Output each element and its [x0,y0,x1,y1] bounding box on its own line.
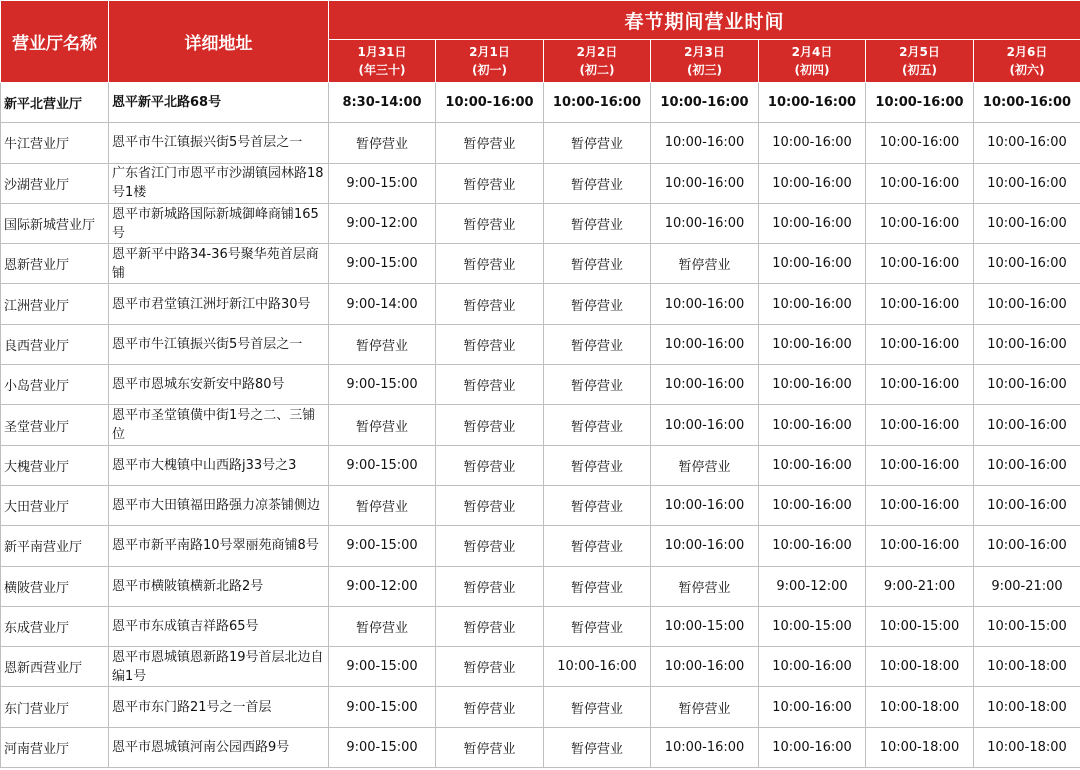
hours-cell: 10:00-16:00 [759,365,866,405]
hours-cell: 暂停营业 [329,485,436,525]
hours-cell: 10:00-16:00 [866,83,974,123]
header-day [544,40,651,83]
hours-cell: 暂停营业 [544,365,651,405]
hours-cell: 10:00-18:00 [866,687,974,727]
hours-cell: 9:00-15:00 [329,687,436,727]
hours-cell: 10:00-16:00 [866,244,974,284]
hours-cell: 10:00-16:00 [759,445,866,485]
store-name-cell: 大槐营业厅 [1,445,109,485]
hours-cell: 10:00-16:00 [759,405,866,445]
hours-cell: 暂停营业 [436,526,544,566]
header-day-date: 2月5日 [899,45,940,59]
address-text: 恩平市恩城东安新安中路80号 [112,377,285,393]
hours-cell: 暂停营业 [436,123,544,163]
hours-cell: 暂停营业 [436,727,544,767]
hours-cell: 9:00-15:00 [329,647,436,687]
hours-cell: 10:00-18:00 [866,727,974,767]
header-day-lunar: (初五) [902,63,937,77]
store-name-cell: 东成营业厅 [1,606,109,646]
table-row [1,284,1080,324]
hours-cell: 10:00-16:00 [651,405,759,445]
hours-cell: 暂停营业 [436,687,544,727]
hours-cell: 暂停营业 [329,123,436,163]
hours-cell: 9:00-15:00 [329,526,436,566]
hours-cell: 10:00-16:00 [866,163,974,203]
hours-cell: 10:00-16:00 [759,485,866,525]
hours-cell: 10:00-16:00 [759,324,866,364]
hours-cell: 10:00-16:00 [974,324,1080,364]
table-row [1,83,1080,123]
address-text: 恩平市圣堂镇僙中街1号之二、三铺位 [112,408,316,443]
hours-cell: 10:00-16:00 [759,526,866,566]
hours-cell: 暂停营业 [651,244,759,284]
header-day-date: 1月31日 [357,45,407,59]
header-day-lunar: (年三十) [358,63,406,77]
hours-cell: 10:00-16:00 [866,485,974,525]
hours-cell: 10:00-16:00 [974,163,1080,203]
address-text: 恩平新平中路34-36号聚华苑首层商铺 [112,246,319,281]
hours-cell: 9:00-12:00 [329,566,436,606]
hours-cell: 10:00-16:00 [651,526,759,566]
address-text: 恩平市君堂镇江洲圩新江中路30号 [112,296,311,312]
store-name-cell: 横陂营业厅 [1,566,109,606]
header-day-lunar: (初一) [472,63,507,77]
hours-cell: 10:00-18:00 [974,687,1080,727]
hours-cell: 10:00-16:00 [436,83,544,123]
store-name-cell: 圣堂营业厅 [1,405,109,445]
header-day-lunar: (初四) [794,63,830,77]
table-row [1,526,1080,566]
header-day-lunar: (初三) [687,63,722,77]
table-row [1,365,1080,405]
hours-cell: 暂停营业 [329,405,436,445]
store-name-cell: 沙湖营业厅 [1,163,109,203]
hours-cell: 10:00-16:00 [866,405,974,445]
address-cell [109,324,329,364]
hours-cell: 暂停营业 [329,606,436,646]
hours-cell: 暂停营业 [436,606,544,646]
hours-cell: 暂停营业 [544,445,651,485]
store-name-cell: 小岛营业厅 [1,365,109,405]
hours-cell: 10:00-16:00 [974,526,1080,566]
hours-cell: 9:00-15:00 [329,445,436,485]
hours-cell: 暂停营业 [436,203,544,243]
store-name-cell: 新平南营业厅 [1,526,109,566]
address-cell [109,566,329,606]
address-text: 恩平市横陂镇横新北路2号 [112,578,264,594]
hours-cell: 10:00-16:00 [974,445,1080,485]
hours-cell: 10:00-16:00 [759,203,866,243]
address-cell [109,203,329,243]
store-name-cell: 河南营业厅 [1,727,109,767]
hours-cell: 10:00-16:00 [759,244,866,284]
header-day-date: 2月3日 [684,45,725,59]
hours-cell: 10:00-16:00 [651,284,759,324]
address-text: 恩平市大槐镇中山西路j33号之3 [112,457,297,473]
hours-cell: 暂停营业 [436,244,544,284]
hours-cell: 10:00-16:00 [759,163,866,203]
hours-cell: 9:00-15:00 [329,727,436,767]
hours-cell: 9:00-21:00 [974,566,1080,606]
header-store-name: 营业厅名称 [1,1,109,83]
hours-cell: 10:00-16:00 [866,365,974,405]
hours-cell: 10:00-16:00 [974,203,1080,243]
header-day-date: 2月4日 [791,45,833,59]
hours-cell: 暂停营业 [544,687,651,727]
hours-cell: 10:00-16:00 [974,284,1080,324]
address-cell [109,244,329,284]
store-name-cell: 国际新城营业厅 [1,203,109,243]
table-row [1,203,1080,243]
address-cell [109,83,329,123]
hours-cell: 9:00-12:00 [759,566,866,606]
hours-cell: 10:00-16:00 [651,365,759,405]
hours-cell: 暂停营业 [544,727,651,767]
hours-cell: 暂停营业 [544,606,651,646]
table-row [1,606,1080,646]
hours-cell: 10:00-16:00 [974,405,1080,445]
address-text: 广东省江门市恩平市沙湖镇园林路18号1楼 [112,166,324,201]
address-text: 恩平市新城路国际新城御峰商铺165号 [112,206,319,241]
hours-cell: 10:00-16:00 [651,727,759,767]
header-address: 详细地址 [109,1,329,83]
address-cell [109,445,329,485]
store-name-cell: 良西营业厅 [1,324,109,364]
hours-cell: 暂停营业 [436,405,544,445]
hours-cell: 10:00-16:00 [974,485,1080,525]
address-text: 恩平市牛江镇振兴街5号首层之一 [112,135,303,151]
address-text: 恩平市新平南路10号翠丽苑商铺8号 [112,538,319,554]
hours-cell: 暂停营业 [544,405,651,445]
hours-cell: 10:00-16:00 [651,163,759,203]
address-cell [109,687,329,727]
hours-cell: 暂停营业 [544,203,651,243]
header-day [866,40,974,83]
hours-cell: 暂停营业 [544,526,651,566]
hours-cell: 10:00-16:00 [866,324,974,364]
table-row [1,727,1080,767]
hours-cell: 暂停营业 [436,445,544,485]
hours-cell: 10:00-16:00 [651,647,759,687]
hours-cell: 10:00-16:00 [974,244,1080,284]
hours-cell: 暂停营业 [544,485,651,525]
hours-cell: 9:00-21:00 [866,566,974,606]
hours-cell: 9:00-12:00 [329,203,436,243]
address-text: 恩平市牛江镇振兴街5号首层之一 [112,336,303,352]
address-text: 恩平新平北路68号 [112,95,222,111]
hours-cell: 10:00-15:00 [651,606,759,646]
hours-cell: 10:00-15:00 [866,606,974,646]
hours-cell: 10:00-16:00 [866,445,974,485]
address-cell [109,284,329,324]
hours-cell: 10:00-16:00 [651,123,759,163]
hours-cell: 9:00-15:00 [329,365,436,405]
table-row [1,647,1080,687]
hours-cell: 暂停营业 [436,566,544,606]
hours-cell: 9:00-15:00 [329,163,436,203]
hours-cell: 10:00-18:00 [974,727,1080,767]
hours-cell: 暂停营业 [436,485,544,525]
header-day-lunar: (初二) [579,63,615,77]
hours-cell: 暂停营业 [544,163,651,203]
address-cell [109,526,329,566]
hours-cell: 暂停营业 [436,324,544,364]
hours-cell: 9:00-15:00 [329,244,436,284]
address-cell [109,606,329,646]
hours-cell: 暂停营业 [544,324,651,364]
hours-cell: 暂停营业 [436,284,544,324]
address-cell [109,123,329,163]
address-cell [109,647,329,687]
address-text: 恩平市东门路21号之一首层 [112,699,272,715]
hours-cell: 暂停营业 [436,365,544,405]
header-spring-festival-hours: 春节期间营业时间 [329,1,1080,40]
header-day-date: 2月6日 [1006,45,1048,59]
hours-cell: 10:00-16:00 [544,83,651,123]
hours-cell: 10:00-15:00 [759,606,866,646]
table-row [1,566,1080,606]
address-cell [109,727,329,767]
hours-cell: 10:00-16:00 [866,203,974,243]
hours-cell: 10:00-16:00 [759,83,866,123]
hours-cell: 10:00-16:00 [651,485,759,525]
hours-cell: 暂停营业 [651,566,759,606]
table-header [1,1,1080,83]
hours-cell: 10:00-16:00 [974,83,1080,123]
table-row [1,405,1080,445]
hours-cell: 暂停营业 [544,566,651,606]
address-text: 恩平市东成镇吉祥路65号 [112,619,259,634]
hours-cell: 10:00-15:00 [974,606,1080,646]
store-name-cell: 新平北营业厅 [1,83,109,123]
hours-cell: 10:00-16:00 [759,647,866,687]
hours-cell: 10:00-16:00 [651,324,759,364]
header-day [974,40,1080,83]
address-cell [109,405,329,445]
hours-cell: 10:00-16:00 [759,284,866,324]
hours-cell: 10:00-16:00 [866,284,974,324]
hours-cell: 10:00-16:00 [759,123,866,163]
table-row [1,687,1080,727]
header-day [759,40,866,83]
table-body [1,83,1080,768]
hours-cell: 10:00-16:00 [759,687,866,727]
store-name-cell: 牛江营业厅 [1,123,109,163]
table-row [1,163,1080,203]
table-row [1,244,1080,284]
hours-cell: 10:00-18:00 [866,647,974,687]
hours-cell: 暂停营业 [436,163,544,203]
hours-cell: 10:00-16:00 [866,526,974,566]
store-name-cell: 恩新营业厅 [1,244,109,284]
header-day-lunar: (初六) [1009,63,1045,77]
address-cell [109,365,329,405]
address-text: 恩平市恩城镇恩新路19号首层北边自编1号 [112,649,324,684]
hours-cell: 10:00-18:00 [974,647,1080,687]
store-name-cell: 东门营业厅 [1,687,109,727]
hours-cell: 10:00-16:00 [651,83,759,123]
header-day [329,40,436,83]
header-day-date: 2月1日 [469,45,510,59]
hours-cell: 10:00-16:00 [651,203,759,243]
store-name-cell: 恩新西营业厅 [1,647,109,687]
store-name-cell: 大田营业厅 [1,485,109,525]
table-row [1,324,1080,364]
table-row [1,485,1080,525]
hours-cell: 暂停营业 [544,284,651,324]
hours-cell: 暂停营业 [544,244,651,284]
hours-cell: 10:00-16:00 [974,365,1080,405]
hours-cell: 8:30-14:00 [329,83,436,123]
address-cell [109,485,329,525]
header-day [436,40,544,83]
address-cell [109,163,329,203]
hours-cell: 9:00-14:00 [329,284,436,324]
hours-cell: 10:00-16:00 [866,123,974,163]
hours-cell: 暂停营业 [329,324,436,364]
table-row [1,445,1080,485]
table-row [1,123,1080,163]
header-day-date: 2月2日 [576,45,618,59]
address-text: 恩平市恩城镇河南公园西路9号 [112,739,290,755]
hours-cell: 暂停营业 [651,687,759,727]
hours-cell: 10:00-16:00 [974,123,1080,163]
hours-cell: 10:00-16:00 [544,647,651,687]
hours-cell: 暂停营业 [651,445,759,485]
hours-cell: 暂停营业 [436,647,544,687]
hours-cell: 暂停营业 [544,123,651,163]
hours-cell: 10:00-16:00 [759,727,866,767]
store-name-cell: 江洲营业厅 [1,284,109,324]
header-day [651,40,759,83]
address-text: 恩平市大田镇福田路强力凉茶铺侧边 [112,498,321,514]
